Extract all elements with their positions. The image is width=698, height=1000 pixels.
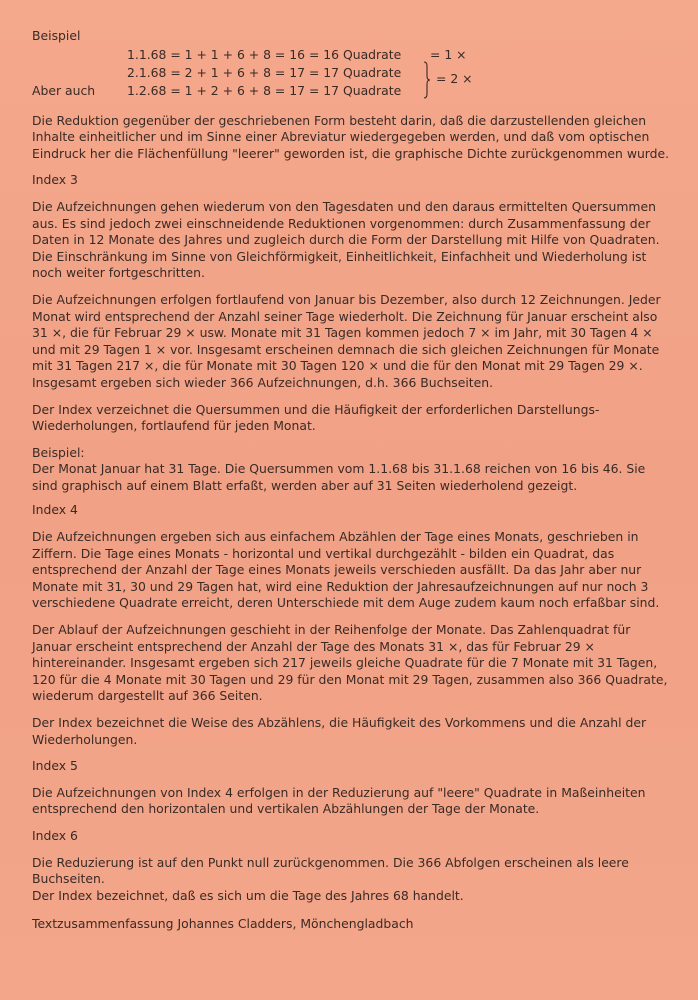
formula-block [32, 47, 672, 103]
index4-paragraph-3: Der Index bezeichnet die Weise des Abzählens, die Häufigkeit des Vorkommens und die Anzahl der Wiederholungen. [32, 715, 647, 747]
index3-paragraph-2: Die Aufzeichnungen erfolgen fortlaufend von Januar bis Dezember, also durch 12 Zeichnungen. Jeder Monat wird entsprechend der Anzahl seiner Tage wiederholt. Die Zeichnung für Januar erscheint also 31 ×, die für Februar 29 × usw. Monate mit 31 Tagen kommen jedoch 7 × im Jahr, mit 30 Tagen 4 × und mit 29 Tagen 1 × vor. Insgesamt erscheinen demnach die sich gleichen Zeichnungen für Monate mit 31 Tagen 217 ×, die für Monate mit 30 Tagen 120 × und die für den Monat mit 29 Tagen 29 ×. Insgesamt ergeben sich wieder 366 Aufzeichnungen, d.h. 366 Buchseiten. [32, 291, 661, 390]
index6-paragraph-1: Die Reduzierung ist auf den Punkt null zurückgenommen. Die 366 Abfolgen erscheinen als leere Buchseiten. [32, 854, 629, 887]
document-body [32, 28, 672, 933]
index4-paragraph-1: Die Aufzeichnungen ergeben sich aus einfachem Abzählen der Tage eines Monats, geschrieben in Ziffern. Die Tage eines Monats - horizontal und vertikal durchgezählt - bilden ein Quadrat, das entsprechend der Anzahl der Tage eines Monats jeweils verschieden ausfällt. Da das Jahr aber nur Monate mit 31, 30 und 29 Tagen hat, wird eine Reduktion der Jahresaufzeichnungen auf nur noch 3 verschiedene Quadrate erreicht, deren Unterschiede mit dem Auge zudem kaum noch erfaßbar sind. [32, 529, 660, 611]
index3-paragraph-3: Der Index verzeichnet die Quersummen und die Häufigkeit der erforderlichen Darstellungs-Wiederholungen, fortlaufend für jeden Monat. [32, 401, 600, 434]
formula-result-2: = 2 × [436, 70, 473, 86]
formula-line-1: 1.1.68 = 1 + 1 + 6 + 8 = 16 = 16 Quadrate [127, 46, 402, 62]
formula-line-2: 2.1.68 = 2 + 1 + 6 + 8 = 17 = 17 Quadrate [127, 64, 402, 80]
index6-heading: Index 6 [32, 827, 78, 843]
formula-line-3: 1.2.68 = 1 + 2 + 6 + 8 = 17 = 17 Quadrate [127, 82, 402, 98]
index5-paragraph-1: Die Aufzeichnungen von Index 4 erfolgen in der Reduzierung auf "leere" Quadrate in Maßeinheiten entsprechend den horizontalen und vertikalen Abzählungen der Tage der Monate. [32, 784, 646, 817]
aber-auch-label: Aber auch [32, 82, 96, 98]
index4-heading: Index 4 [32, 502, 78, 518]
index3-example-text: Der Monat Januar hat 31 Tage. Die Quersummen vom 1.1.68 bis 31.1.68 reichen von 16 bis 46. Sie sind graphisch auf einem Blatt erfaßt, werden aber auf 31 Seiten wiederholend gezeigt. [32, 461, 646, 493]
index5-heading: Index 5 [32, 758, 78, 774]
example-label: Beispiel [32, 28, 81, 43]
index3-heading: Index 3 [32, 172, 78, 188]
index3-paragraph-1: Die Aufzeichnungen gehen wiederum von den Tagesdaten und den daraus ermittelten Quersummen aus. Es sind jedoch zwei einschneidende Reduktionen vorgenommen: durch Zusammenfassung der Daten in 12 Monate des Jahres und zugleich durch die Form der Darstellung mit Hilfe von Quadraten. Die Einschränkung im Sinne von Gleichförmigkeit, Einheitlichkeit, Einfachheit und Wiederholung ist noch weiter fortgeschritten. [32, 198, 660, 281]
index4-paragraph-2: Der Ablauf der Aufzeichnungen geschieht in der Reihenfolge der Monate. Das Zahlenquadrat für Januar erscheint entsprechend der Anzahl der Tage des Monats 31 ×, das für Februar 29 × hintereinander. Insgesamt ergeben sich 217 jeweils gleiche Quadrate für die 7 Monate mit 31 Tagen, 120 für die 4 Monate mit 30 Tagen und 29 für den Monat mit 29 Tagen, zusammen also 366 Quadrate, wiederum dargestellt auf 366 Seiten. [32, 622, 668, 704]
intro-paragraph: Die Reduktion gegenüber der geschriebenen Form besteht darin, daß die darzustellenden gleichen Inhalte einheitlicher und im Sinne einer Abreviatur wiedergegeben werden, und daß vom optischen Eindruck her die Flächenfüllung "leerer" geworden ist, die graphische Dichte zurückgenommen wurde. [32, 112, 670, 161]
formula-result-1: = 1 × [430, 46, 467, 62]
curly-brace-icon [423, 61, 430, 99]
footer-credit: Textzusammenfassung Johannes Cladders, Mönchengladbach [32, 916, 414, 932]
index3-example-label: Beispiel: [32, 444, 85, 460]
index6-paragraph-2: Der Index bezeichnet, daß es sich um die Tage des Jahres 68 handelt. [32, 887, 464, 903]
